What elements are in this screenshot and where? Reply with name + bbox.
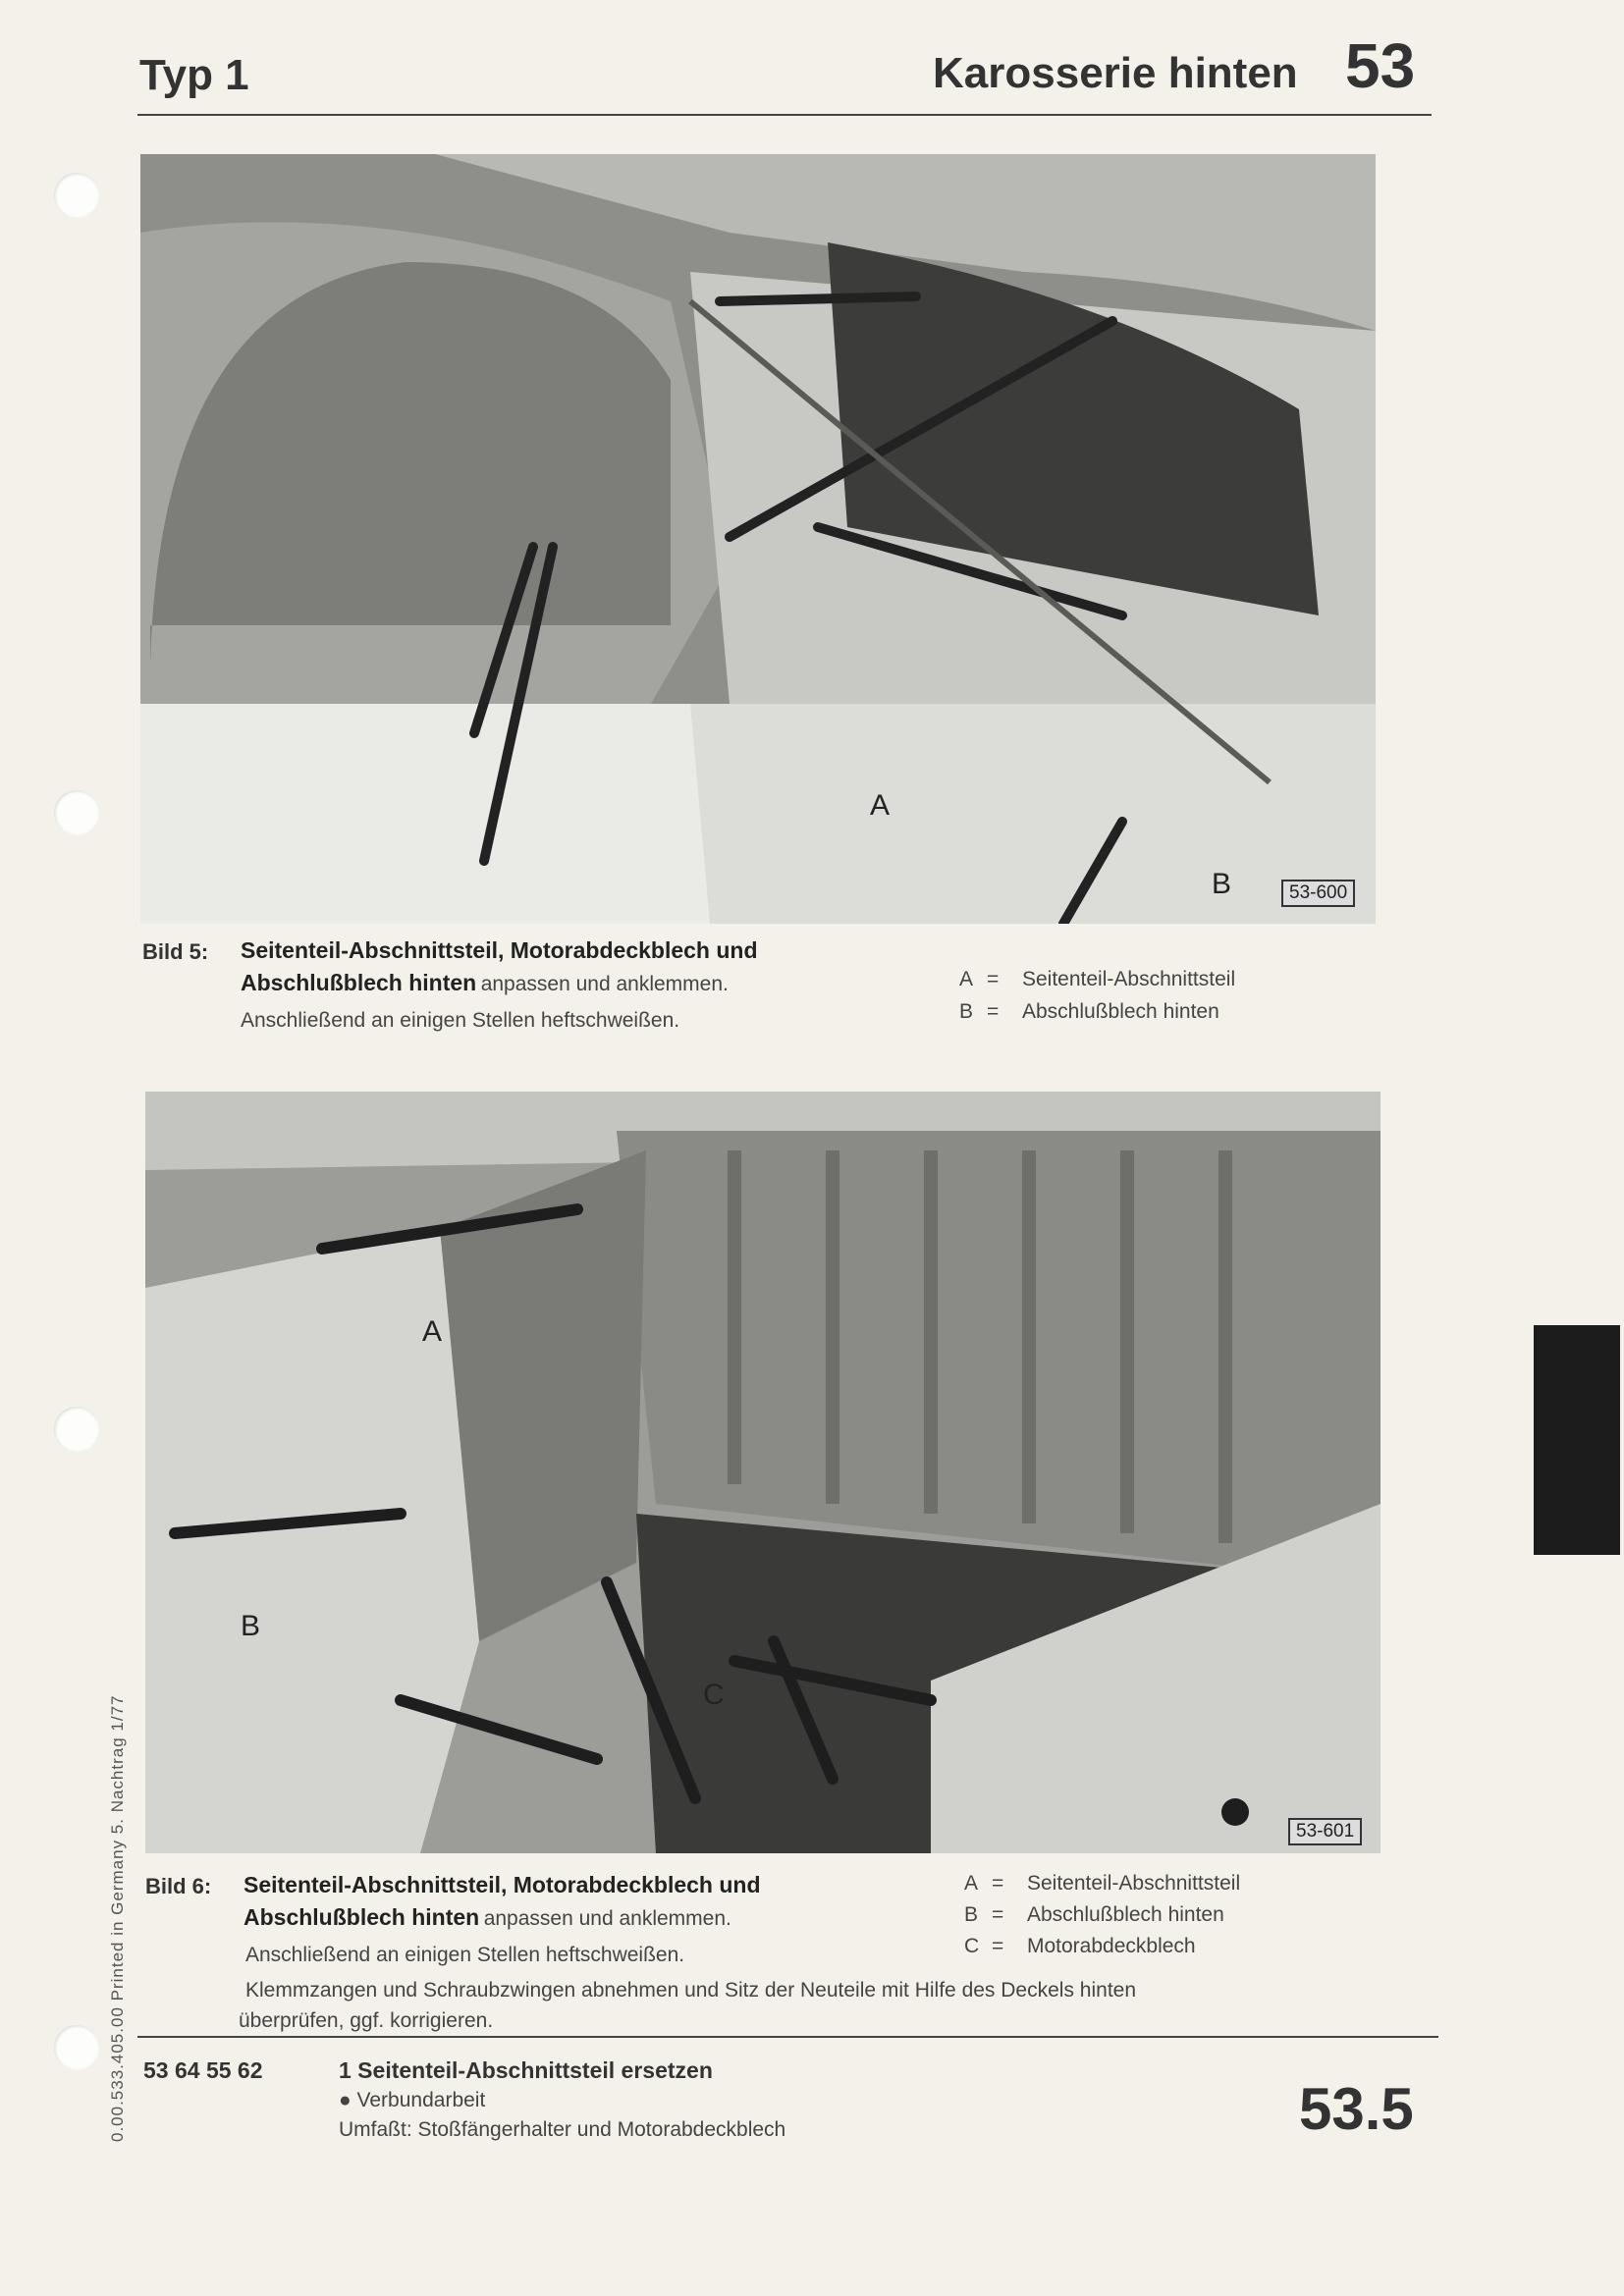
figure6-caption-tail: anpassen und anklemmen. — [483, 1907, 731, 1930]
figure5-legend-a: A = Seitenteil-Abschnittsteil — [959, 968, 1236, 990]
punch-hole — [54, 1407, 99, 1452]
figure6-caption-line3: Anschließend an einigen Stellen heftschweißen. — [245, 1944, 685, 1966]
figure5-legend-b: B = Abschlußblech hinten — [959, 1000, 1219, 1023]
legend-key: C — [964, 1935, 980, 1957]
figure5-caption-line1: Seitenteil-Abschnittsteil, Motorabdeckblech und — [241, 937, 758, 963]
legend-text: Abschlußblech hinten — [1027, 1903, 1224, 1926]
figure6-callout-c: C — [703, 1679, 725, 1711]
figure6-caption-bold: Abschlußblech hinten — [244, 1904, 480, 1930]
figure6-caption-line4: Klemmzangen und Schraubzwingen abnehmen und Sitz der Neuteile mit Hilfe des Deckels hinten — [245, 1979, 1137, 2002]
legend-text: Abschlußblech hinten — [1022, 1000, 1219, 1023]
figure5-photo — [140, 154, 1376, 924]
figure6-photo — [145, 1092, 1380, 1853]
work-item-bullet — [339, 2089, 485, 2112]
work-item-bullet-text: Verbundarbeit — [356, 2089, 486, 2111]
figure6-legend-a: A = Seitenteil-Abschnittsteil — [964, 1872, 1241, 1895]
punch-hole — [54, 790, 99, 835]
work-item-code: 53 64 55 62 — [143, 2057, 263, 2083]
figure6-tag: 53-601 — [1288, 1818, 1362, 1845]
legend-text: Motorabdeckblech — [1027, 1935, 1196, 1957]
legend-key: A — [959, 968, 974, 990]
figure6-caption-label: Bild 6: — [145, 1874, 212, 1898]
bullet-dot: ● — [339, 2089, 352, 2111]
figure5-callout-b: B — [1212, 868, 1232, 900]
footer-rule — [137, 2036, 1438, 2038]
header-rule — [137, 114, 1432, 116]
legend-text: Seitenteil-Abschnittsteil — [1027, 1872, 1241, 1895]
figure6-legend-b: B = Abschlußblech hinten — [964, 1903, 1224, 1926]
figure5-caption-line3: Anschließend an einigen Stellen heftschweißen. — [241, 1009, 680, 1032]
figure6-caption-line5: überprüfen, ggf. korrigieren. — [239, 2009, 494, 2032]
type-label: Typ 1 — [139, 51, 249, 99]
figure5-caption-line2 — [241, 970, 729, 996]
figure6-callout-a: A — [422, 1315, 443, 1348]
figure6-caption-line1: Seitenteil-Abschnittsteil, Motorabdeckblech und — [244, 1872, 761, 1897]
figure5-tag: 53-600 — [1281, 880, 1355, 907]
legend-key: B — [959, 1000, 974, 1023]
page-title: Karosserie hinten — [933, 49, 1298, 97]
chapter-thumb-tab — [1534, 1325, 1620, 1555]
chapter-number: 53 — [1345, 30, 1416, 101]
legend-key: B — [964, 1903, 979, 1926]
figure5-caption-bold: Abschlußblech hinten — [241, 970, 477, 995]
punch-hole — [54, 173, 99, 218]
figure6-legend-c: C = Motorabdeckblech — [964, 1935, 1196, 1957]
punch-hole — [54, 2025, 99, 2070]
figure5-callout-a: A — [870, 789, 891, 822]
figure6-callout-b: B — [241, 1610, 261, 1642]
legend-text: Seitenteil-Abschnittsteil — [1022, 968, 1236, 990]
figure5-caption-label: Bild 5: — [142, 939, 209, 964]
figure5-caption-tail: anpassen und anklemmen. — [480, 973, 729, 995]
page-number: 53.5 — [1299, 2076, 1414, 2142]
figure6-caption-line2 — [244, 1904, 731, 1931]
work-item-title: 1 Seitenteil-Abschnittsteil ersetzen — [339, 2057, 713, 2083]
work-item-scope: Umfaßt: Stoßfängerhalter und Motorabdeckblech — [339, 2118, 786, 2141]
legend-key: A — [964, 1872, 979, 1895]
margin-note: 0.00.533.405.00 Printed in Germany 5. Nachtrag 1/77 — [108, 1694, 127, 2142]
